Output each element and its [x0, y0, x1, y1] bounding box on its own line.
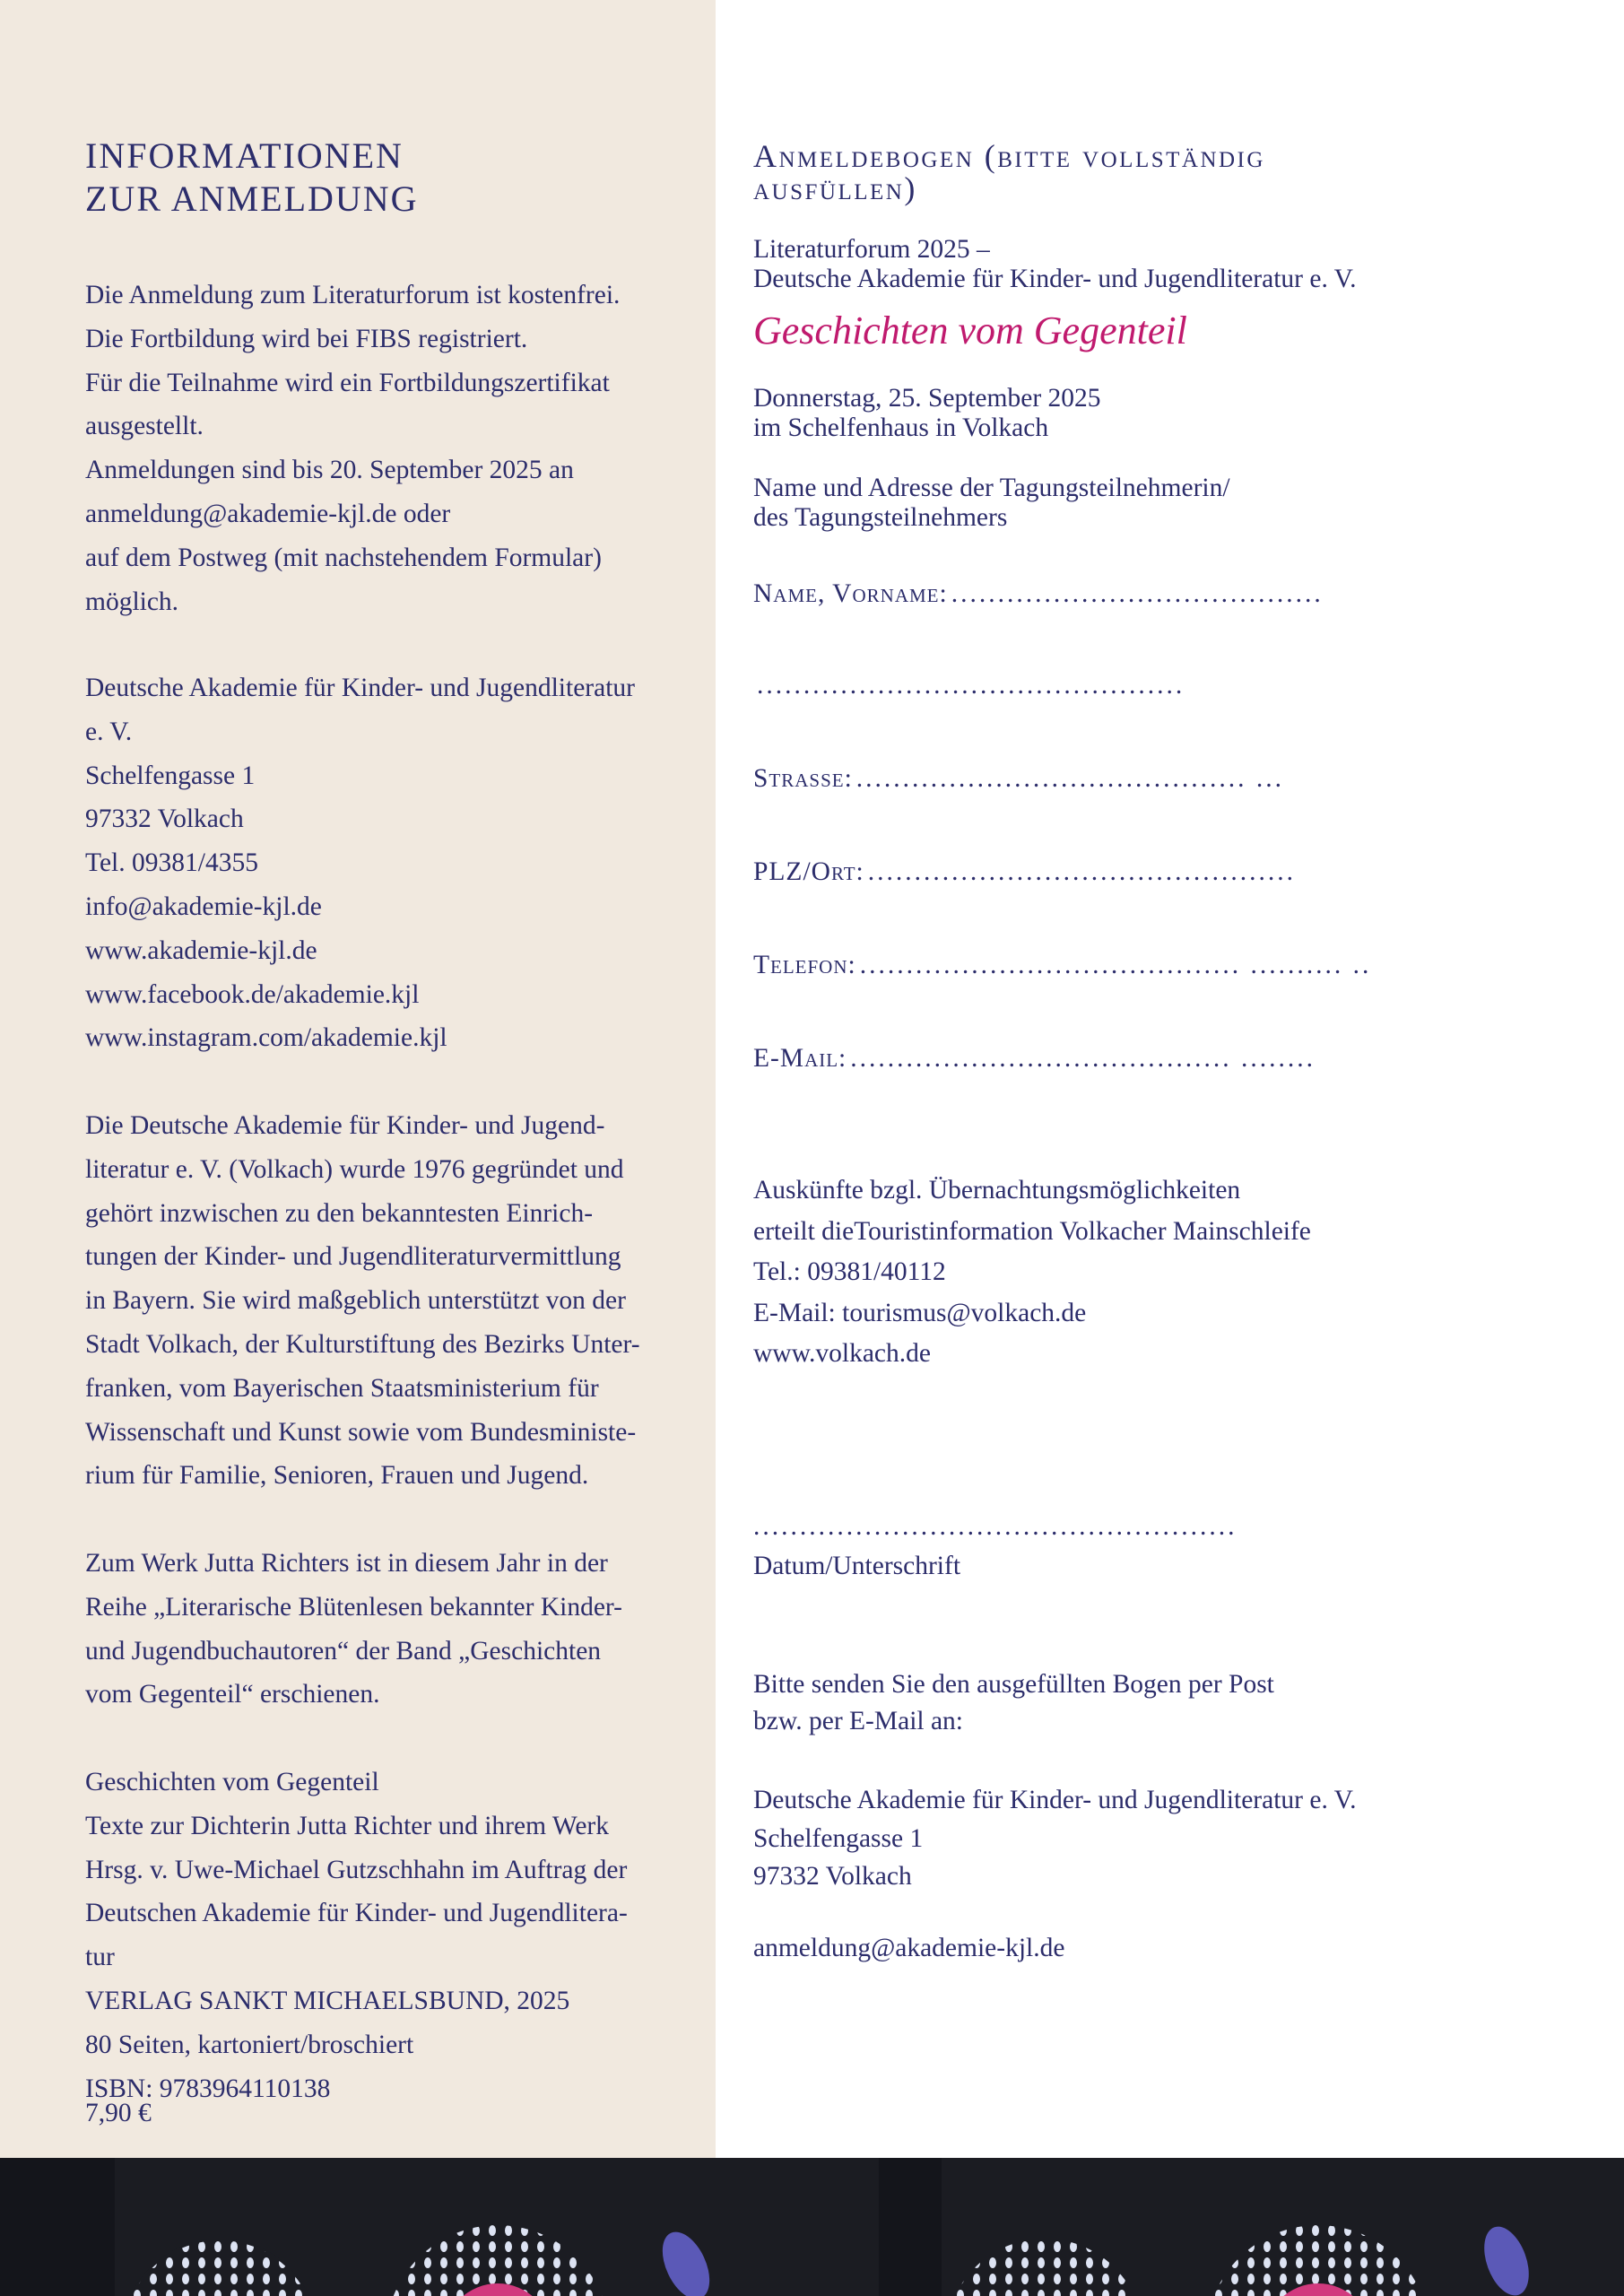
phone-dots: ......................................... .......... .. [859, 951, 1372, 979]
text-line: Wissenschaft und Kunst sowie vom Bundesministe- [85, 1417, 637, 1447]
send-email-link[interactable]: anmeldung@akademie-kjl.de [753, 1934, 1065, 1962]
org-suffix: e. V. [85, 717, 133, 746]
text-line: in Bayern. Sie wird maßgeblich unterstützt von der [85, 1286, 626, 1316]
text-line: möglich. [85, 587, 179, 616]
text-line: Reihe „Literarische Blütenlesen bekannter Kinder- [85, 1592, 622, 1622]
instagram-link[interactable]: www.instagram.com/akademie.kjl [85, 1023, 447, 1053]
text-line: und Jugendbuchautoren“ der Band „Geschichten [85, 1636, 602, 1665]
text-line: 97332 Volkach [753, 1862, 912, 1891]
text-line: rium für Familie, Senioren, Frauen und Jugend. [85, 1461, 589, 1491]
city-dots: .............................................. [867, 857, 1296, 886]
street-dots: .......................................... ... [855, 764, 1285, 793]
book-editor: tur [85, 1943, 115, 1972]
registration-info [85, 274, 704, 623]
info-title-line: INFORMATIONEN [85, 135, 404, 176]
volkach-website-link[interactable]: www.volkach.de [753, 1339, 931, 1368]
book-editor: Hrsg. v. Uwe-Michael Gutzschhahn im Auftrag der [85, 1855, 628, 1884]
send-address [753, 1781, 1596, 1896]
send-instruction [753, 1666, 1596, 1740]
book-intro [85, 1542, 704, 1717]
city: 97332 Volkach [85, 804, 244, 834]
info-title-line: ZUR ANMELDUNG [85, 178, 419, 219]
book-format: 80 Seiten, kartoniert/broschiert [85, 2030, 414, 2059]
name-field[interactable] [753, 579, 1560, 615]
contact-email-link[interactable]: info@akademie-kjl.de [85, 891, 322, 921]
name-field-line-2[interactable] [753, 671, 1560, 707]
street: Schelfengasse 1 [85, 761, 256, 790]
text-line: literatur e. V. (Volkach) wurde 1976 gegründet und [85, 1154, 624, 1184]
text-line: franken, vom Bayerischen Staatsministerium für [85, 1373, 599, 1403]
form-title-line: Anmeldebogen (bitte vollständig [753, 138, 1265, 174]
book-title: Geschichten vom Gegenteil [85, 1768, 379, 1796]
form-title-line: ausfüllen) [753, 170, 917, 206]
tourism-email-link[interactable]: E-Mail: tourismus@volkach.de [753, 1298, 1087, 1327]
street-label: Strasse: [753, 764, 853, 793]
event-date [753, 384, 1596, 443]
info-title [85, 135, 695, 221]
book-price: 7,90 € [85, 2099, 152, 2127]
contact-address [85, 666, 704, 1060]
text-line: Die Anmeldung zum Literaturforum ist kostenfrei. [85, 281, 621, 309]
text-line: Anmeldungen sind bis 20. September 2025 an [85, 456, 574, 485]
text-line: vom Gegenteil“ erschienen. [85, 1680, 380, 1709]
phone: Tel. 09381/4355 [85, 848, 258, 878]
text-line: Donnerstag, 25. September 2025 [753, 384, 1101, 413]
registration-email: anmeldung@akademie-kjl.de oder [85, 499, 451, 528]
text-line: Die Fortbildung wird bei FIBS registriert. [85, 324, 528, 353]
book-editor: Deutschen Akademie für Kinder- und Jugendlitera- [85, 1899, 628, 1928]
email-field[interactable] [753, 1044, 1560, 1080]
text-line: Tel.: 09381/40112 [753, 1257, 946, 1286]
text-line: Für die Teilnahme wird ein Fortbildungszertifikat [85, 368, 610, 397]
signature-line[interactable]: .................................................... [753, 1512, 1238, 1541]
facebook-link[interactable]: www.facebook.de/akademie.kjl [85, 979, 420, 1009]
text-line: Die Deutsche Akademie für Kinder- und Jugend- [85, 1111, 605, 1140]
text-line: im Schelfenhaus in Volkach [753, 413, 1049, 442]
text-line: Name und Adresse der Tagungsteilnehmerin/ [753, 474, 1230, 502]
city-field[interactable] [753, 857, 1560, 893]
name-label: Name, Vorname: [753, 579, 948, 608]
phone-label: Telefon: [753, 951, 856, 979]
text-line: bzw. per E-Mail an: [753, 1707, 963, 1735]
street-field[interactable] [753, 764, 1560, 800]
name-line2-dots: .............................................. [757, 671, 1185, 700]
org-name: Deutsche Akademie für Kinder- und Jugendliteratur [85, 674, 635, 702]
text-line: Bitte senden Sie den ausgefüllten Bogen per Post [753, 1670, 1274, 1699]
about-academy [85, 1104, 704, 1498]
text-line: Auskünfte bzgl. Übernachtungsmöglichkeiten [753, 1176, 1241, 1205]
flower-pattern-graphic [0, 2158, 1624, 2296]
website-link[interactable]: www.akademie-kjl.de [85, 935, 317, 965]
text-line: auf dem Postweg (mit nachstehendem Formular) [85, 543, 602, 572]
book-isbn: ISBN: 9783964110138 [85, 2074, 331, 2103]
text-line: Zum Werk Jutta Richters ist in diesem Jahr in der [85, 1549, 608, 1578]
book-publisher: VERLAG SANKT MICHAELSBUND, 2025 [85, 1986, 570, 2015]
text-line: Stadt Volkach, der Kulturstiftung des Bezirks Unter- [85, 1329, 640, 1359]
accommodation-info [753, 1170, 1596, 1375]
book-details [85, 1761, 704, 2110]
city-label: PLZ/Ort: [753, 857, 864, 886]
text-line: Deutsche Akademie für Kinder- und Jugendliteratur e. V. [753, 265, 1357, 293]
email-label: E-Mail: [753, 1044, 847, 1073]
event-organizer [753, 235, 1596, 294]
decorative-flower-band [0, 2158, 1624, 2296]
text-line: Literaturforum 2025 – [753, 235, 990, 264]
text-line: gehört inzwischen zu den bekanntesten Einrich- [85, 1198, 594, 1228]
book-subtitle: Texte zur Dichterin Jutta Richter und ihrem Werk [85, 1811, 610, 1840]
event-title: Geschichten vom Gegenteil [753, 309, 1187, 352]
text-line: des Tagungsteilnehmers [753, 503, 1008, 532]
signature-label: Datum/Unterschrift [753, 1552, 961, 1580]
phone-field[interactable] [753, 951, 1560, 987]
participant-heading [753, 474, 1596, 533]
text-line: Schelfengasse 1 [753, 1823, 924, 1853]
text-line: erteilt dieTouristinformation Volkacher Mainschleife [753, 1216, 1311, 1246]
email-dots: ......................................... ........ [850, 1044, 1316, 1073]
text-line: ausgestellt. [85, 412, 204, 441]
form-title [753, 140, 1560, 204]
name-dots: ........................................ [951, 579, 1324, 608]
text-line: tungen der Kinder- und Jugendliteraturvermittlung [85, 1242, 621, 1272]
text-line: Deutsche Akademie für Kinder- und Jugendliteratur e. V. [753, 1786, 1357, 1814]
